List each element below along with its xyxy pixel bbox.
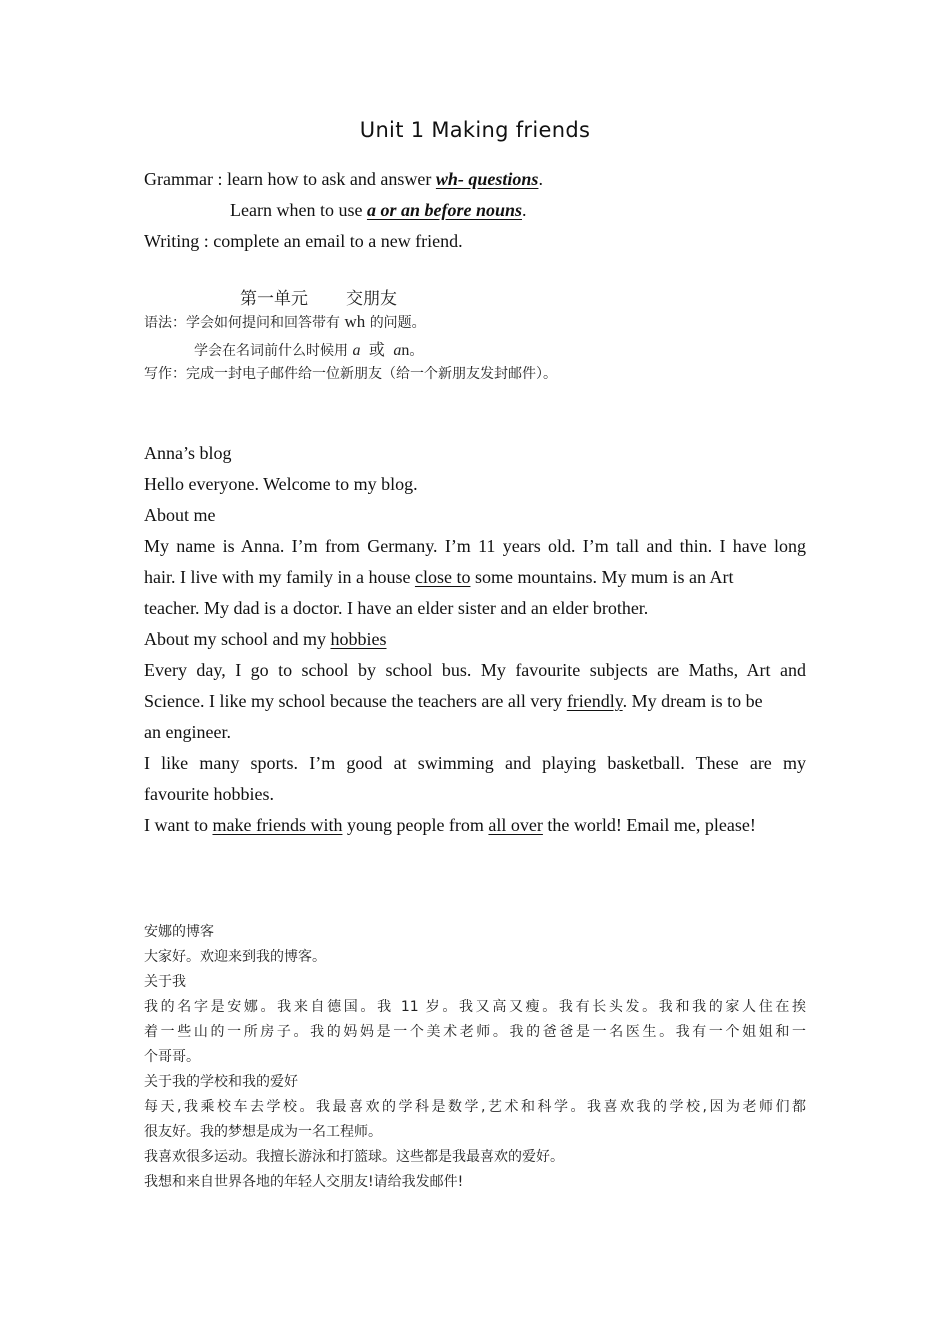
zh-writing-objective: 写作：完成一封电子邮件给一位新朋友（给一个新朋友发封邮件）。 xyxy=(144,366,557,382)
p2-line2-a: Science. I like my school because the teachers are all very xyxy=(144,691,567,711)
grammar-label: Grammar : learn how to ask and answer xyxy=(144,169,436,189)
word-friendly: friendly xyxy=(566,691,623,711)
p2-line3: an engineer. xyxy=(144,722,231,742)
p2-line1: Every day, I go to school by school bus. My favourite subjects are Maths, Art and xyxy=(144,660,806,680)
grammar-end: . xyxy=(538,169,543,189)
learn-objective xyxy=(230,200,526,221)
zh-blog-title: 安娜的博客 xyxy=(144,924,214,940)
p4-a: I want to xyxy=(144,815,213,835)
zh-learn-an-a: a xyxy=(393,342,402,359)
p1-line2 xyxy=(144,567,806,588)
zh-p3: 我喜欢很多运动。我擅长游泳和打篮球。这些都是我最喜欢的爱好。 xyxy=(144,1149,564,1165)
learn-label: Learn when to use xyxy=(230,200,367,220)
zh-unit-heading xyxy=(240,284,397,309)
p4-b: young people from xyxy=(342,815,489,835)
phrase-close-to: close to xyxy=(414,567,471,587)
zh-learn-or: 或 xyxy=(368,340,385,359)
p1-line2-b: some mountains. My mum is an Art xyxy=(470,567,734,587)
writing-objective: Writing : complete an email to a new friend. xyxy=(144,231,463,251)
phrase-all-over: all over xyxy=(488,815,543,835)
zh-learn-objective xyxy=(194,337,423,360)
zh-p2-line1: 每天,我乘校车去学校。我最喜欢的学科是数学,艺术和科学。我喜欢我的学校,因为老师们都 xyxy=(144,1099,806,1115)
p4-line xyxy=(144,815,806,836)
about-me-heading: About me xyxy=(144,505,216,525)
zh-grammar-wh: wh xyxy=(344,312,366,331)
p4-c: the world! Email me, please! xyxy=(542,815,756,835)
phrase-make-friends-with: make friends with xyxy=(212,815,343,835)
zh-learn-end: 。 xyxy=(409,343,424,359)
zh-p1-line3: 个哥哥。 xyxy=(144,1049,200,1065)
p1-line2-a: hair. I live with my family in a house xyxy=(144,567,415,587)
zh-about-me: 关于我 xyxy=(144,974,186,990)
zh-unit-title: 交朋友 xyxy=(346,289,397,309)
zh-grammar-objective xyxy=(144,312,426,332)
p3-line1: I like many sports. I’m good at swimming and playing basketball. These are my xyxy=(144,753,806,773)
zh-p1-line1: 我的名字是安娜。我来自德国。我 11 岁。我又高又瘦。我有长头发。我和我的家人住在挨 xyxy=(144,999,806,1015)
zh-p1-line2: 着一些山的一所房子。我的妈妈是一个美术老师。我的爸爸是一名医生。我有一个姐姐和一 xyxy=(144,1024,806,1040)
p1-line3: teacher. My dad is a doctor. I have an elder sister and an elder brother. xyxy=(144,598,649,618)
zh-about-school: 关于我的学校和我的爱好 xyxy=(144,1074,298,1090)
zh-blog-greeting: 大家好。欢迎来到我的博客。 xyxy=(144,949,326,965)
zh-grammar-post: 的问题。 xyxy=(369,315,426,331)
zh-grammar-text: 语法：学会如何提问和回答带有 xyxy=(144,315,340,331)
blog-title: Anna’s blog xyxy=(144,443,232,463)
zh-unit: 第一单元 xyxy=(240,289,308,309)
p1-line1: My name is Anna. I’m from Germany. I’m 11 years old. I’m tall and thin. I have long xyxy=(144,536,806,556)
zh-p2-line2: 很友好。我的梦想是成为一名工程师。 xyxy=(144,1124,382,1140)
grammar-keyword: wh- questions xyxy=(435,169,539,189)
p2-line2-b: . My dream is to be xyxy=(622,691,763,711)
learn-end: . xyxy=(521,200,527,220)
about-school-heading xyxy=(144,629,806,650)
zh-p4: 我想和来自世界各地的年轻人交朋友!请给我发邮件! xyxy=(144,1174,464,1190)
page-title: Unit 1 Making friends xyxy=(359,118,591,142)
word-hobbies: hobbies xyxy=(330,629,387,649)
about-school-a: About my school and my xyxy=(144,629,331,649)
zh-learn-a: a xyxy=(352,342,361,359)
grammar-objective xyxy=(144,169,543,190)
zh-learn-an-n: n xyxy=(401,342,410,359)
zh-learn-text: 学会在名词前什么时候用 xyxy=(194,343,348,359)
learn-keyword: a or an before nouns xyxy=(366,200,522,220)
p3-line2: favourite hobbies. xyxy=(144,784,274,804)
p2-line2 xyxy=(144,691,806,712)
blog-greeting: Hello everyone. Welcome to my blog. xyxy=(144,474,418,494)
